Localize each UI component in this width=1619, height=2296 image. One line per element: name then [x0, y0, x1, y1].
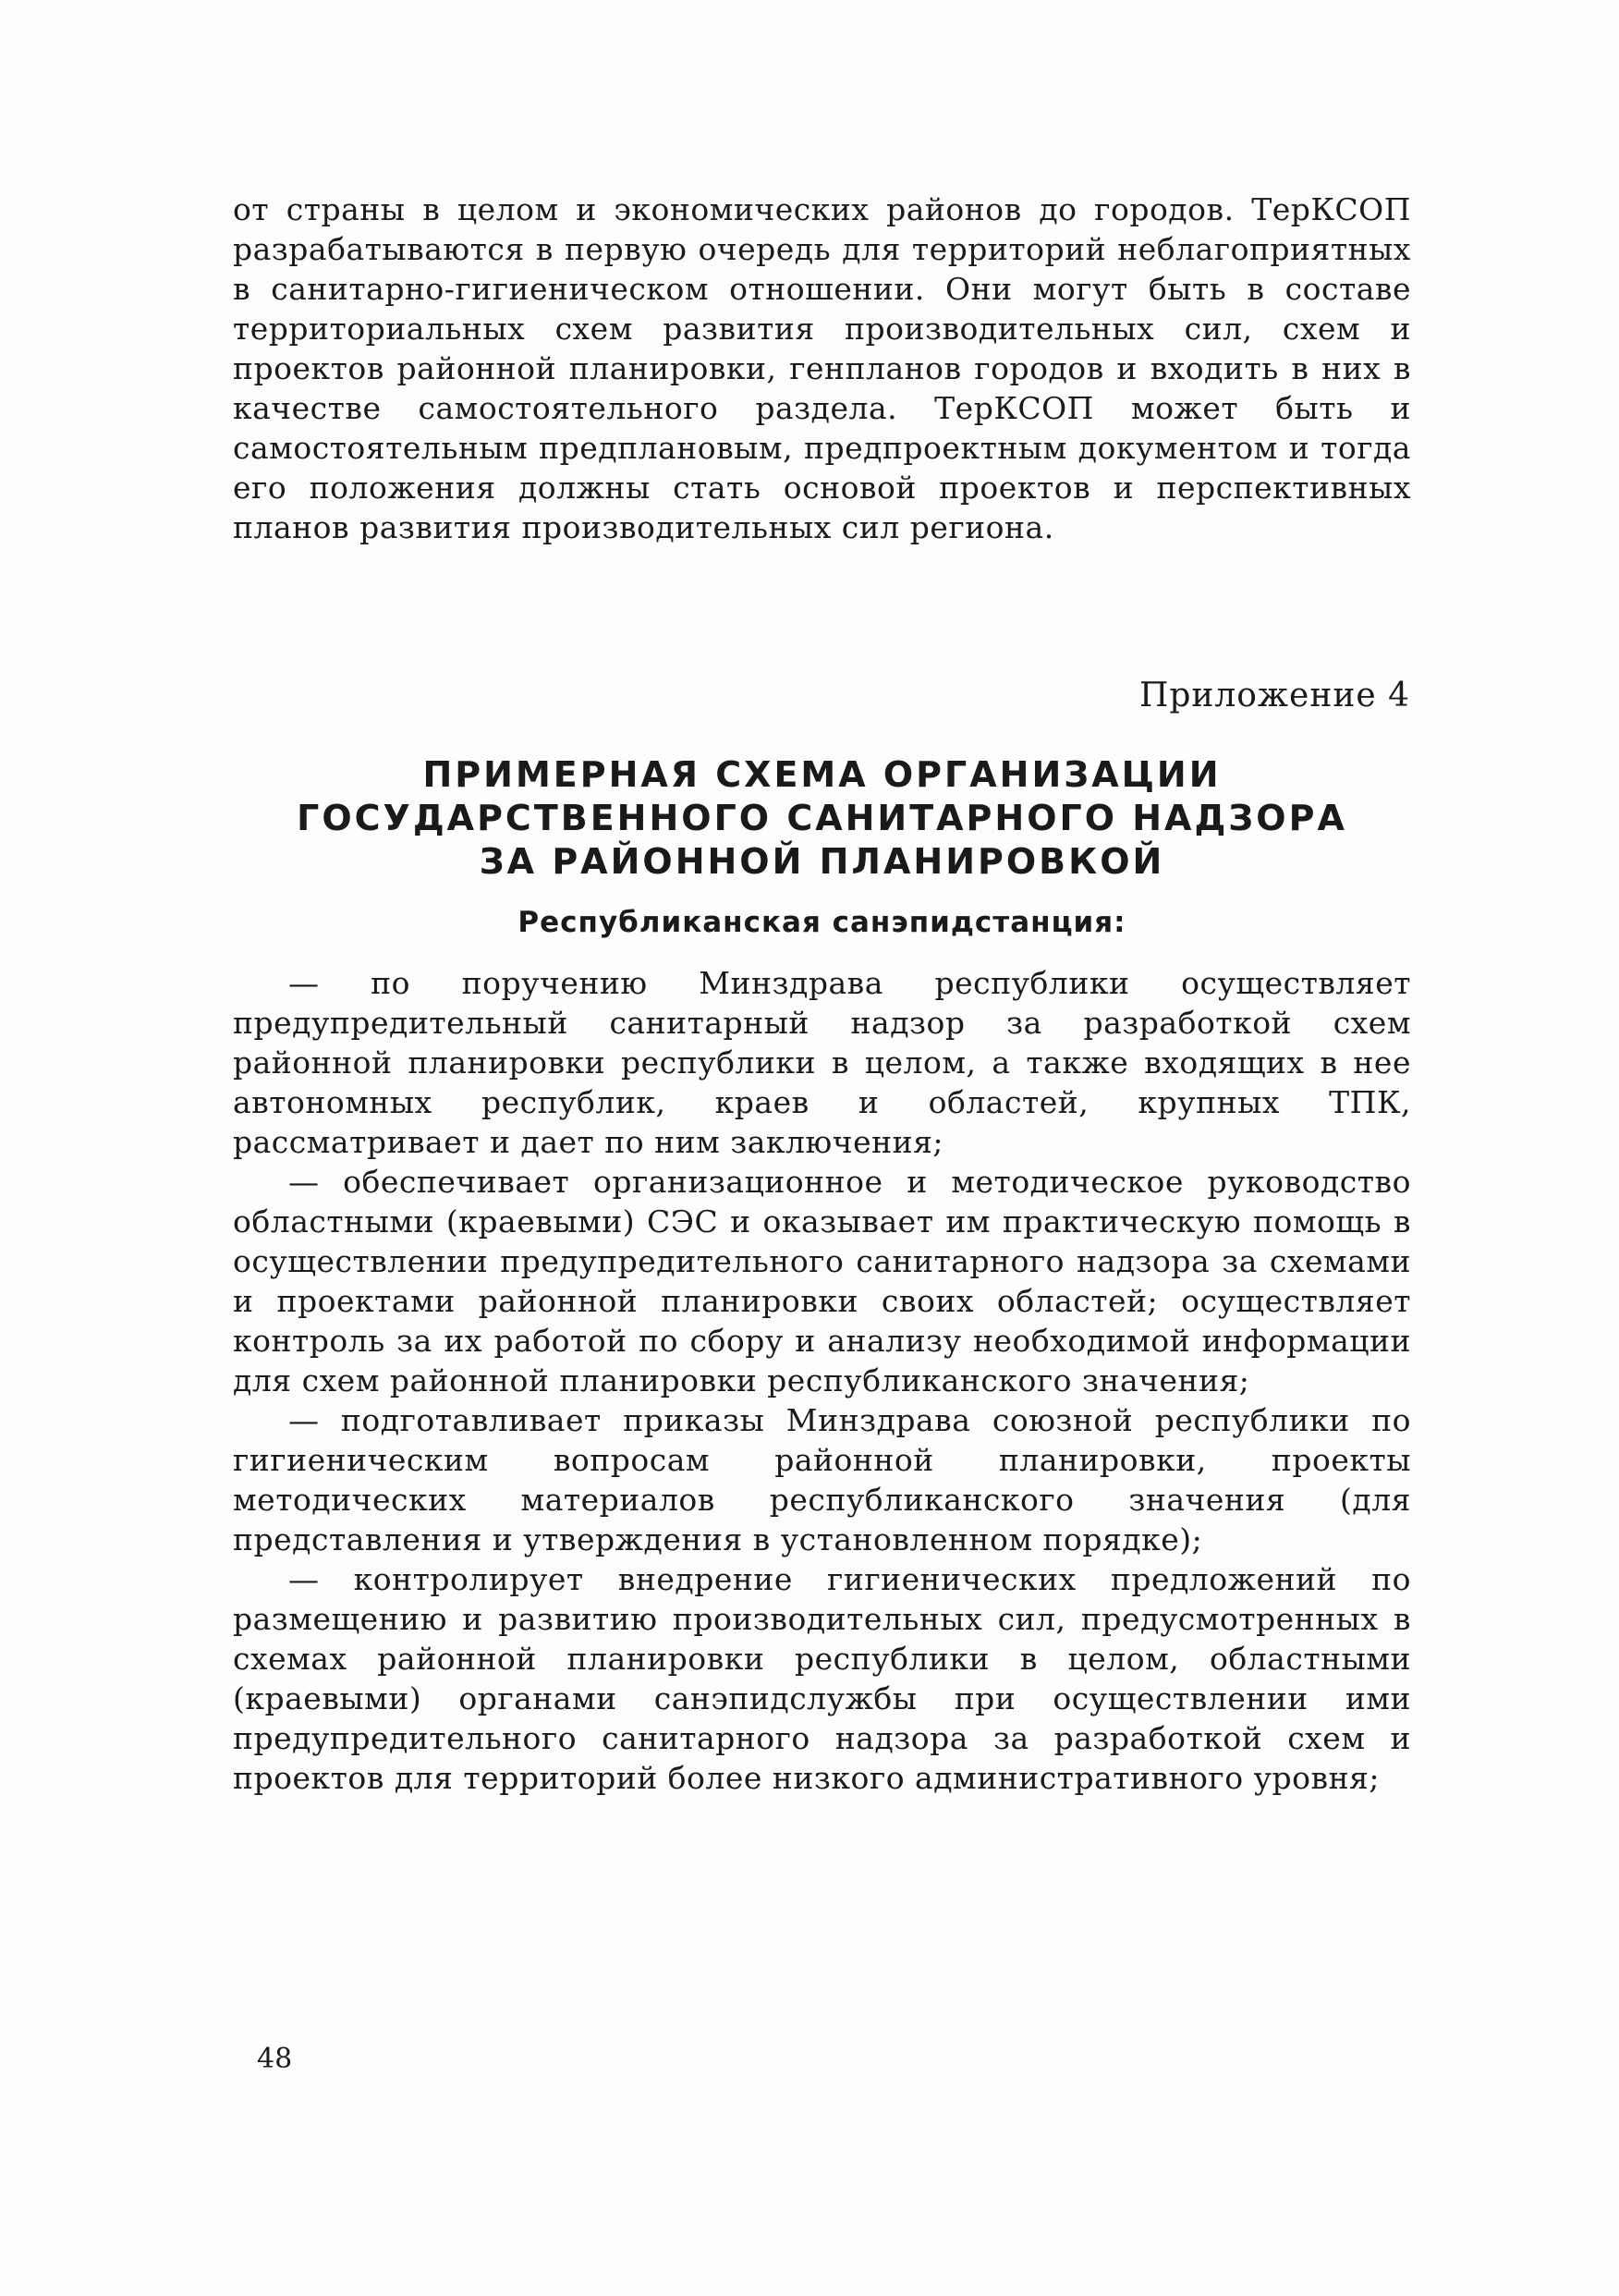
list-item: — подготавливает приказы Минздрава союзной республики по гигиеническим вопросам районной планировки, проекты методических материалов республиканского значения (для представления и утверждения в установленном порядке); [233, 1402, 1411, 1557]
list-item: — контролирует внедрение гигиенических предложений по размещению и развитию производительных сил, предусмотренных в схемах районной планировки республики в целом, областными (краевыми) органами санэпидслужбы при осуществлении ими предупредительного санитарного надзора за разработкой схем и проектов для территорий более низкого административного уровня; [233, 1561, 1411, 1796]
title-line-3: ЗА РАЙОННОЙ ПЛАНИРОВКОЙ [479, 841, 1165, 882]
section-subtitle: Республиканская санэпидстанция: [517, 906, 1126, 939]
items-block [233, 963, 1411, 1798]
list-item: — обеспечивает организационное и методическое руководство областными (краевыми) СЭС и оказывает им практическую помощь в осуществлении предупредительного санитарного надзора за схемами и проектами районной планировки своих областей; осуществляет контроль за их работой по сбору и анализу необходимой информации для схем районной планировки республиканского значения; [233, 1164, 1411, 1398]
top-paragraph-block [233, 189, 1411, 547]
page-title [233, 753, 1411, 884]
appendix-label: Приложение 4 [1138, 677, 1410, 714]
title-line-2: ГОСУДАРСТВЕННОГО САНИТАРНОГО НАДЗОРА [297, 798, 1347, 838]
list-item: — по поручению Минздрава республики осуществляет предупредительный санитарный надзор за разработкой схем районной планировки республики в целом, а также входящих в нее автономных республик, краев и областей, крупных ТПК, рассматривает и дает по ним заключения; [233, 965, 1411, 1160]
top-paragraph: от страны в целом и экономических районов до городов. ТерКСОП разрабатываются в первую очередь для территорий неблагоприятных в санитарно-гигиеническом отношении. Они могут быть в составе территориальных схем развития производительных сил, схем и проектов районной планировки, генпланов городов и входить в них в качестве самостоятельного раздела. ТерКСОП может быть и самостоятельным предплановым, предпроектным документом и тогда его положения должны стать основой проектов и перспективных планов развития производительных сил региона. [233, 191, 1411, 545]
title-line-1: ПРИМЕРНАЯ СХЕМА ОРГАНИЗАЦИИ [422, 754, 1222, 795]
page-number: 48 [257, 2043, 293, 2075]
